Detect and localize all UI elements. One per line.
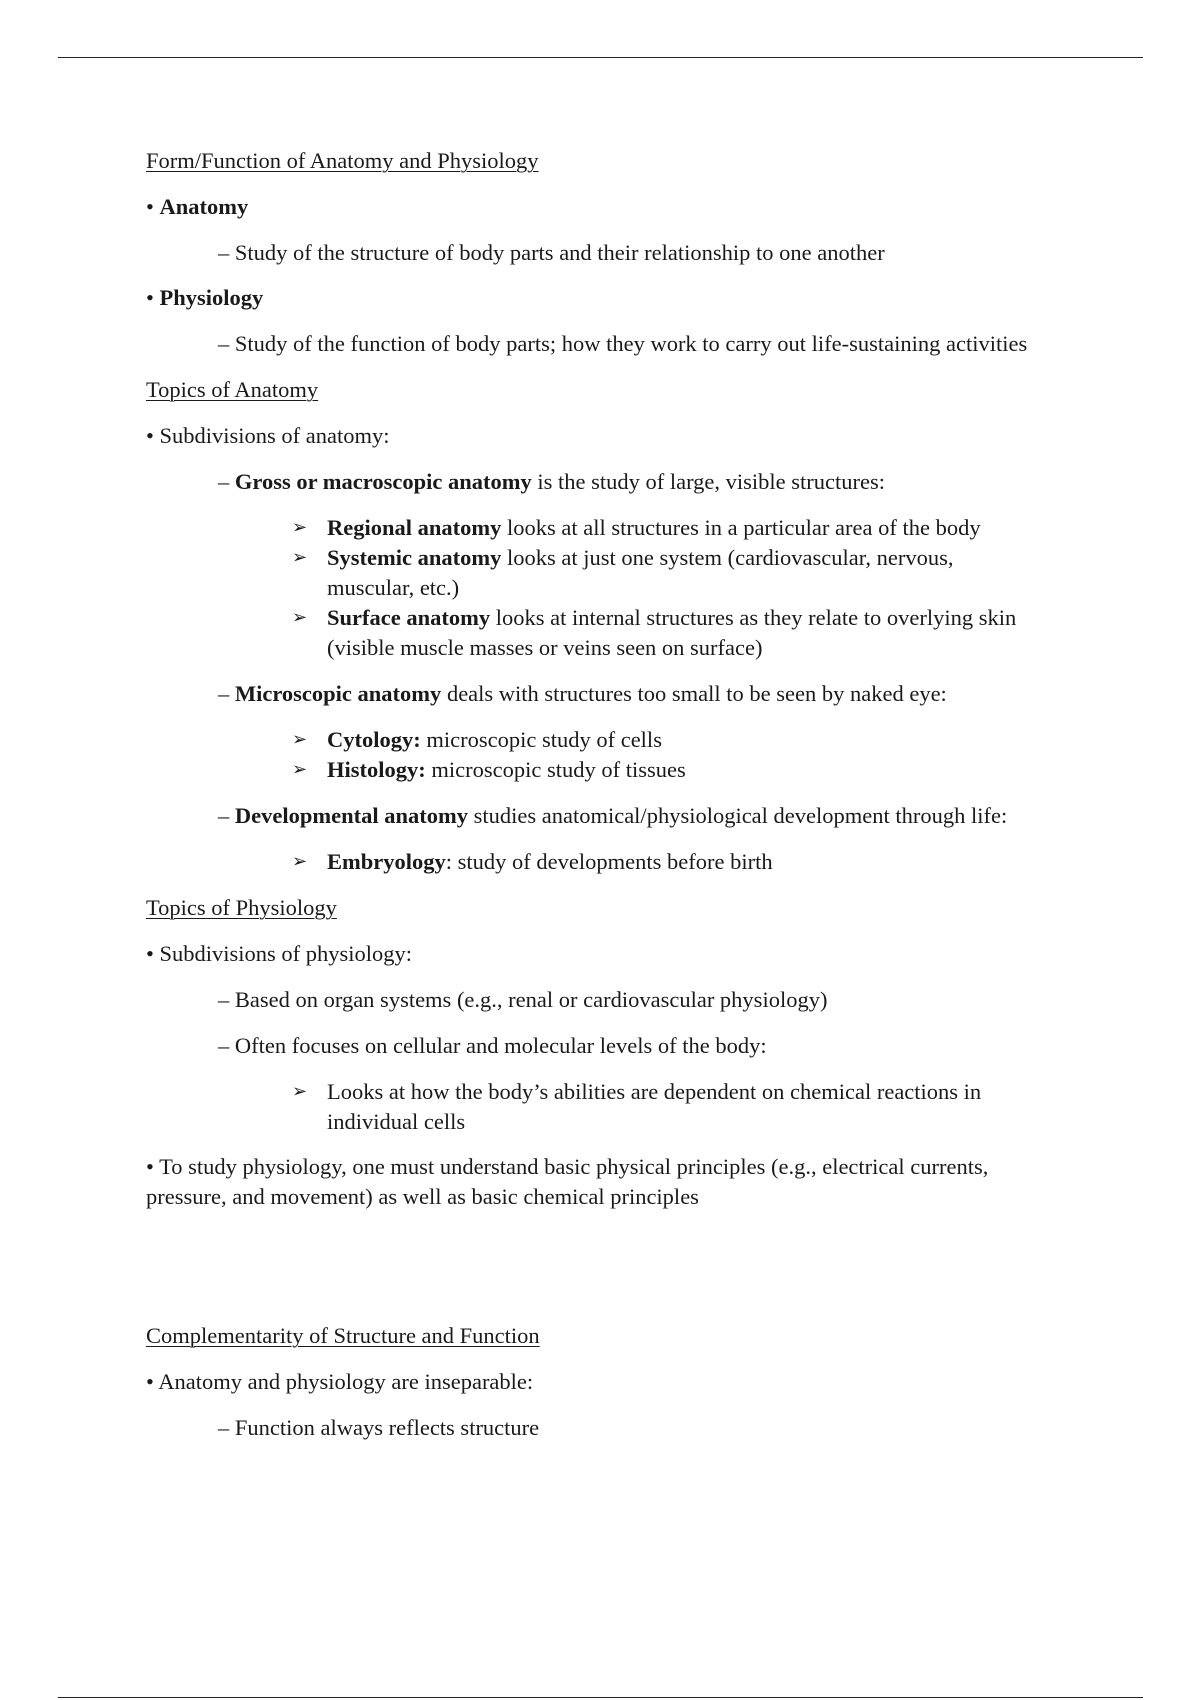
surface-anatomy-term: Surface anatomy (327, 605, 491, 630)
cytology-term: Cytology: (327, 727, 421, 752)
arrow-bullet-icon: ➢ (292, 547, 308, 568)
study-physiology-paragraph: • To study physiology, one must understand basic physical principles (e.g., electrical currents, pressure, and movement) as well as basic chemical principles (146, 1154, 989, 1209)
top-rule (58, 57, 1143, 58)
dash-marker: – (218, 681, 235, 706)
bullet-marker: • (146, 194, 160, 219)
bottom-rule (58, 1697, 1143, 1698)
embryology-text: : study of developments before birth (445, 849, 773, 874)
surface-anatomy-item (146, 603, 1077, 663)
arrow-bullet-icon: ➢ (292, 517, 308, 538)
chemical-reactions-item (146, 1077, 1047, 1137)
heading-form-function: Form/Function of Anatomy and Physiology (146, 148, 539, 173)
chemical-reactions-text: Looks at how the body’s abilities are dependent on chemical reactions in individual cells (327, 1079, 982, 1134)
anatomy-definition: – Study of the structure of body parts and their relationship to one another (218, 240, 885, 265)
subdivisions-physiology: • Subdivisions of physiology: (146, 941, 413, 966)
heading-topics-physiology: Topics of Physiology (146, 895, 337, 920)
heading-complementarity: Complementarity of Structure and Function (146, 1323, 540, 1348)
anatomy-term: Anatomy (159, 194, 249, 219)
organ-systems-item: – Based on organ systems (e.g., renal or cardiovascular physiology) (218, 987, 828, 1012)
gross-anatomy-term: Gross or macroscopic anatomy (234, 469, 532, 494)
histology-term: Histology: (327, 757, 426, 782)
arrow-bullet-icon: ➢ (292, 607, 308, 628)
embryology-term: Embryology (327, 849, 446, 874)
arrow-bullet-icon: ➢ (292, 851, 308, 872)
subdivisions-anatomy: • Subdivisions of anatomy: (146, 423, 390, 448)
cytology-text: microscopic study of cells (420, 727, 662, 752)
systemic-anatomy-text: looks at just one system (cardiovascular, nervous, muscular, etc.) (327, 545, 954, 600)
histology-item (146, 755, 1087, 785)
embryology-item (146, 847, 1087, 877)
bullet-marker: • (146, 285, 160, 310)
cytology-item (146, 725, 1087, 755)
microscopic-anatomy-term: Microscopic anatomy (234, 681, 442, 706)
developmental-anatomy-item (146, 801, 1007, 831)
arrow-bullet-icon: ➢ (292, 759, 308, 780)
regional-anatomy-term: Regional anatomy (327, 515, 502, 540)
histology-text: microscopic study of tissues (425, 757, 686, 782)
dash-marker: – (218, 469, 235, 494)
gross-anatomy-item (146, 467, 885, 497)
bullet-anatomy (146, 192, 248, 222)
function-reflects-structure-item: – Function always reflects structure (218, 1415, 540, 1440)
microscopic-anatomy-item (146, 679, 947, 709)
gross-anatomy-text: is the study of large, visible structures: (531, 469, 886, 494)
regional-anatomy-item (146, 513, 1087, 543)
physiology-definition: – Study of the function of body parts; how they work to carry out life-sustaining activities (218, 331, 1028, 356)
developmental-anatomy-term: Developmental anatomy (234, 803, 468, 828)
dash-marker: – (218, 803, 235, 828)
inseparable-item: • Anatomy and physiology are inseparable: (146, 1369, 534, 1394)
bullet-physiology (146, 283, 263, 313)
heading-topics-anatomy: Topics of Anatomy (146, 377, 319, 402)
physiology-term: Physiology (159, 285, 264, 310)
microscopic-anatomy-text: deals with structures too small to be seen by naked eye: (441, 681, 947, 706)
systemic-anatomy-term: Systemic anatomy (327, 545, 502, 570)
developmental-anatomy-text: studies anatomical/physiological development through life: (467, 803, 1008, 828)
cellular-levels-item: – Often focuses on cellular and molecular levels of the body: (218, 1033, 767, 1058)
arrow-bullet-icon: ➢ (292, 729, 308, 750)
regional-anatomy-text: looks at all structures in a particular area of the body (501, 515, 981, 540)
systemic-anatomy-item (146, 543, 1007, 603)
arrow-bullet-icon: ➢ (292, 1081, 308, 1102)
surface-anatomy-text: looks at internal structures as they relate to overlying skin (visible muscle masses or veins seen on surface) (327, 605, 1017, 660)
